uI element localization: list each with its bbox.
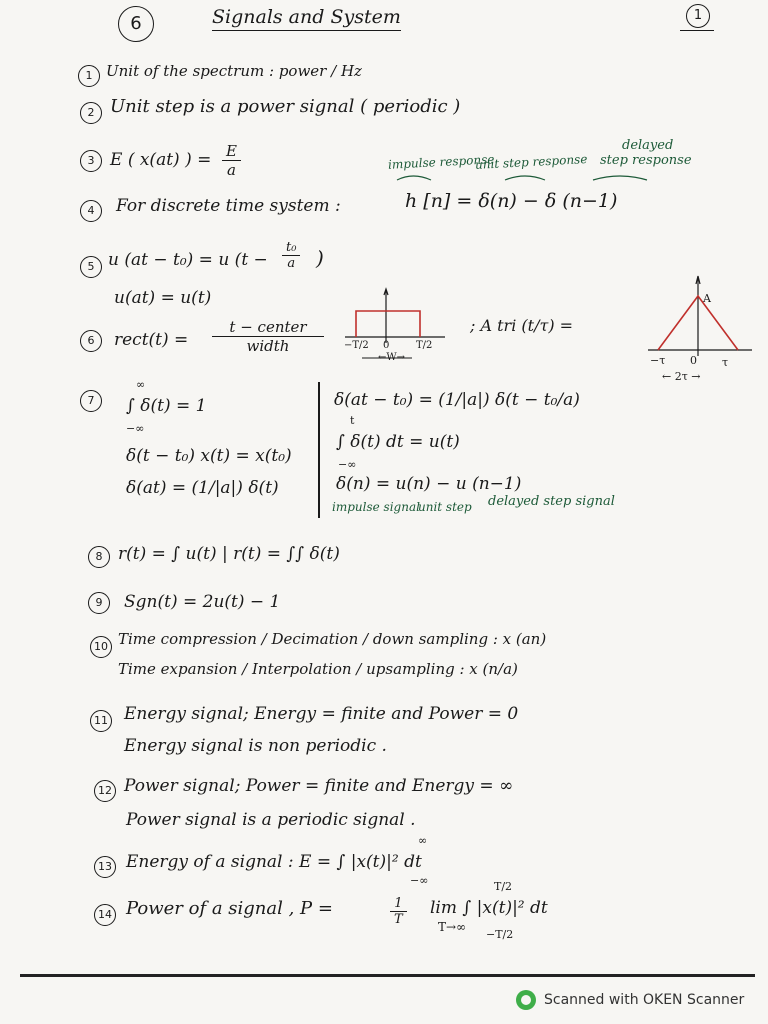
item-10-text: Time compression / Decimation / down sampling : x (an)	[118, 630, 547, 648]
item-7-int-lower: −∞	[126, 422, 145, 435]
item-number-12: 12	[94, 780, 116, 802]
item-3-frac-num: E	[222, 142, 241, 161]
item-11-line2: Energy signal is non periodic .	[124, 736, 387, 756]
scanner-logo-icon	[516, 990, 536, 1010]
item-7-right-2: ∫ δ(t) dt = u(t)	[336, 432, 460, 452]
item-7-left-1: ∫ δ(t) = 1	[126, 396, 207, 416]
item-number-14: 14	[94, 904, 116, 926]
item-number-2: 2	[80, 102, 102, 124]
item-14-lim-sub: T→∞	[438, 920, 467, 934]
item-number-3: 3	[80, 150, 102, 172]
item-3-frac-den: a	[227, 161, 236, 179]
item-6-frac-num: t − center	[212, 318, 324, 337]
item-7-right-int-upper: t	[350, 414, 355, 427]
item-12-line2: Power signal is a periodic signal .	[126, 810, 416, 830]
item-number-10: 10	[90, 636, 112, 658]
item-7-left-2: δ(t − t₀) x(t) = x(t₀)	[126, 446, 292, 466]
page-bottom-edge	[20, 974, 755, 977]
item-7-right-int-lower: −∞	[338, 458, 357, 471]
tri-label-width: ← 2τ →	[662, 370, 701, 383]
rect-label-width: ←W→	[378, 352, 406, 363]
item-6-fraction	[212, 318, 324, 355]
tri-label-zero: 0	[690, 354, 697, 367]
item-13-int-lower: −∞	[410, 874, 429, 887]
item-number-6: 6	[80, 330, 102, 352]
item-14-tail: lim ∫ |x(t)|² dt	[430, 898, 548, 918]
tri-label-neg: −τ	[650, 354, 666, 367]
item-number-9: 9	[88, 592, 110, 614]
label-unit-step: unit step	[418, 500, 472, 514]
item-14-frac-num: 1	[390, 896, 407, 912]
label-impulse-signal: impulse signal	[332, 500, 420, 514]
page-title: Signals and System	[212, 6, 401, 31]
item-5-fraction	[282, 240, 300, 271]
item-14-frac-den: T	[394, 912, 403, 927]
item-7-right-1: δ(at − t₀) = (1/|a|) δ(t − t₀/a)	[334, 390, 580, 410]
item-7-divider	[318, 382, 320, 518]
label-impulse-response: impulse response	[387, 152, 495, 172]
item-6-frac-den: width	[246, 337, 290, 355]
rect-label-zero: 0	[383, 340, 390, 351]
item-1-text: Unit of the spectrum : power / Hz	[106, 62, 362, 80]
label-delayed-step-signal: delayed step signal	[488, 494, 615, 509]
item-number-8: 8	[88, 546, 110, 568]
tri-label-pos: τ	[722, 356, 729, 369]
item-11-text: Energy signal; Energy = finite and Power = 0	[124, 704, 519, 724]
item-7-int-upper: ∞	[136, 378, 146, 391]
tri-label-A: A	[703, 292, 711, 305]
item-13-int-upper: ∞	[418, 834, 428, 847]
item-number-1: 1	[78, 65, 100, 87]
item-number-4: 4	[80, 200, 102, 222]
item-7-left-3: δ(at) = (1/|a|) δ(t)	[126, 478, 279, 498]
triangle-function-diagram	[640, 272, 755, 362]
item-5-frac-den: a	[287, 256, 296, 271]
item-number-5: 5	[80, 256, 102, 278]
scanner-watermark-text: Scanned with OKEN Scanner	[544, 992, 745, 1008]
page-number-circle: 1	[686, 4, 710, 28]
item-8-text: r(t) = ∫ u(t) | r(t) = ∫∫ δ(t)	[118, 544, 340, 564]
item-14-int-upper: T/2	[494, 880, 513, 893]
item-5-line2: u(at) = u(t)	[114, 288, 212, 308]
item-7-right-3: δ(n) = u(n) − u (n−1)	[336, 474, 522, 494]
item-number-11: 11	[90, 710, 112, 732]
brace-marks	[395, 168, 695, 188]
page-number-underline	[680, 30, 714, 31]
label-step-response: step response	[600, 153, 692, 168]
item-5-text: u (at − t₀) = u (t −	[108, 250, 268, 270]
item-number-13: 13	[94, 856, 116, 878]
label-delayed: delayed	[622, 138, 674, 153]
item-6-text: rect(t) =	[114, 330, 189, 350]
item-3-text: E ( x(at) ) =	[110, 150, 212, 170]
item-2-text: Unit step is a power signal ( periodic )	[110, 96, 461, 117]
item-5-frac-num: t₀	[282, 240, 300, 256]
item-4-text: For discrete time system :	[116, 196, 341, 216]
item-4-equation: h [n] = δ(n) − δ (n−1)	[405, 190, 618, 212]
item-14-text: Power of a signal , P =	[126, 898, 333, 919]
item-14-int-lower: −T/2	[486, 928, 514, 941]
item-3-fraction	[222, 142, 241, 179]
rect-label-neg: −T/2	[344, 340, 369, 351]
item-12-text: Power signal; Power = finite and Energy = ∞	[124, 776, 514, 796]
tri-text: ; A tri (t/τ) =	[470, 316, 574, 335]
item-13-text: Energy of a signal : E = ∫ |x(t)|² dt	[126, 852, 422, 872]
item-number-7: 7	[80, 390, 102, 412]
scanner-watermark	[516, 990, 744, 1010]
item-10-line2: Time expansion / Interpolation / upsampling : x (n/a)	[118, 660, 518, 678]
item-5-tail: )	[316, 246, 324, 270]
item-14-fraction	[390, 896, 407, 927]
rect-label-pos: T/2	[416, 340, 433, 351]
unit-number-circle: 6	[118, 6, 154, 42]
label-unit-step-response: unit step response	[474, 152, 588, 172]
item-9-text: Sgn(t) = 2u(t) − 1	[124, 592, 281, 612]
